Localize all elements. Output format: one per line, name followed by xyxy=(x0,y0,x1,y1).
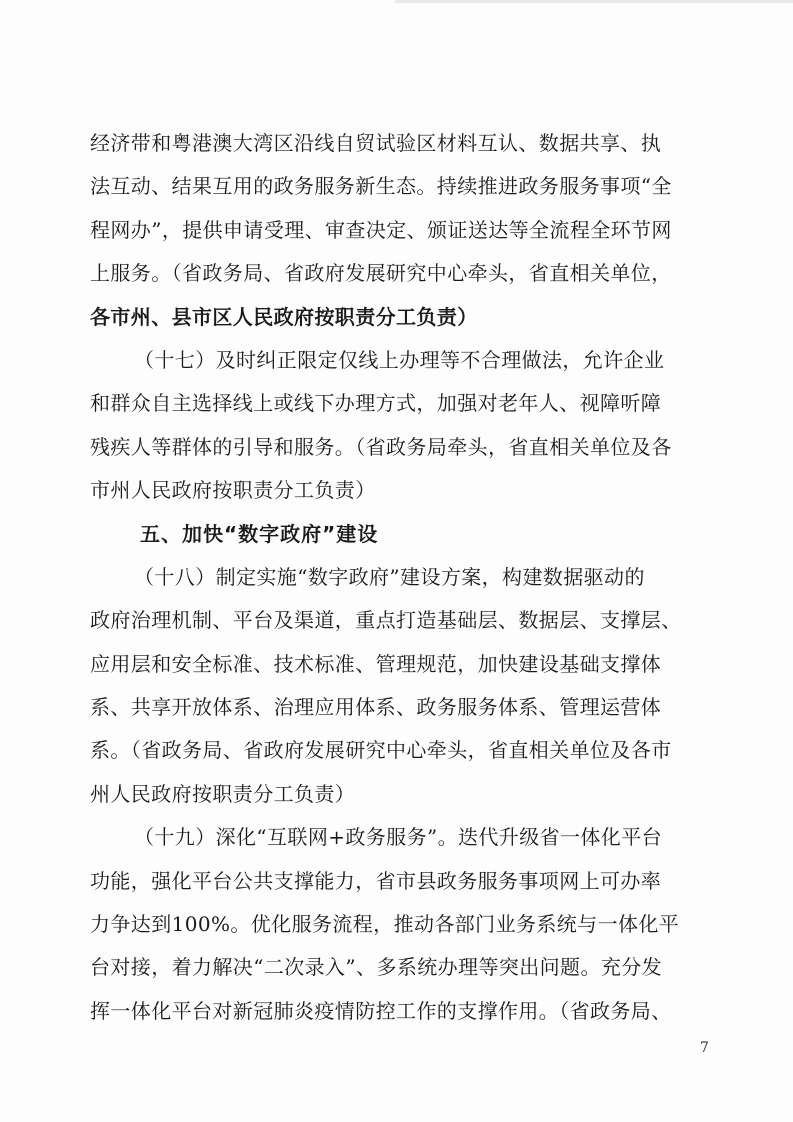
text-line: 政府治理机制、平台及渠道，重点打造基础层、数据层、支撑层、 xyxy=(90,608,682,633)
text-line: 应用层和安全标准、技术标准、管理规范，加快建设基础支撑体 xyxy=(90,651,662,676)
text-line: 和群众自主选择线上或线下办理方式，加强对老年人、视障听障 xyxy=(90,391,662,416)
text-line: 台对接，着力解决“二次录入”、多系统办理等突出问题。充分发 xyxy=(90,955,663,980)
text-line: 法互动、结果互用的政务服务新生态。持续推进政务服务事项“全 xyxy=(90,174,672,199)
page-number: 7 xyxy=(700,1040,709,1056)
text-line: 程网办”，提供申请受理、审查决定、颁证送达等全流程全环节网 xyxy=(90,217,672,242)
text-line: 系、共享开放体系、治理应用体系、政务服务体系、管理运营体 xyxy=(90,695,662,720)
text-line: （十七）及时纠正限定仅线上办理等不合理做法，允许企业 xyxy=(134,347,665,372)
section-heading: 五、加快“数字政府”建设 xyxy=(140,521,379,546)
text-line: （十八）制定实施“数字政府”建设方案，构建数据驱动的 xyxy=(134,564,645,589)
text-line: 功能，强化平台公共支撑能力，省市县政务服务事项网上可办率 xyxy=(90,868,662,893)
text-line: 各市州、县市区人民政府按职责分工负责） xyxy=(90,304,478,329)
text-line: 州人民政府按职责分工负责） xyxy=(90,781,356,806)
text-line: 经济带和粤港澳大湾区沿线自贸试验区材料互认、数据共享、执 xyxy=(90,131,662,155)
text-line: 力争达到100%。优化服务流程，推动各部门业务系统与一体化平 xyxy=(90,912,680,937)
text-line: 系。（省政务局、省政府发展研究中心牵头，省直相关单位及各市 xyxy=(90,738,672,763)
text-line: 挥一体化平台对新冠肺炎疫情防控工作的支撑作用。（省政务局、 xyxy=(90,998,672,1023)
document-body xyxy=(90,122,710,1033)
text-line: 上服务。（省政务局、省政府发展研究中心牵头，省直相关单位， xyxy=(90,261,672,286)
text-line: （十九）深化“互联网+政务服务”。迭代升级省一体化平台 xyxy=(134,825,663,850)
scan-top-edge xyxy=(395,0,793,3)
text-line: 市州人民政府按职责分工负责） xyxy=(90,478,376,503)
text-line: 残疾人等群体的引导和服务。（省政务局牵头，省直相关单位及各 xyxy=(90,434,672,459)
